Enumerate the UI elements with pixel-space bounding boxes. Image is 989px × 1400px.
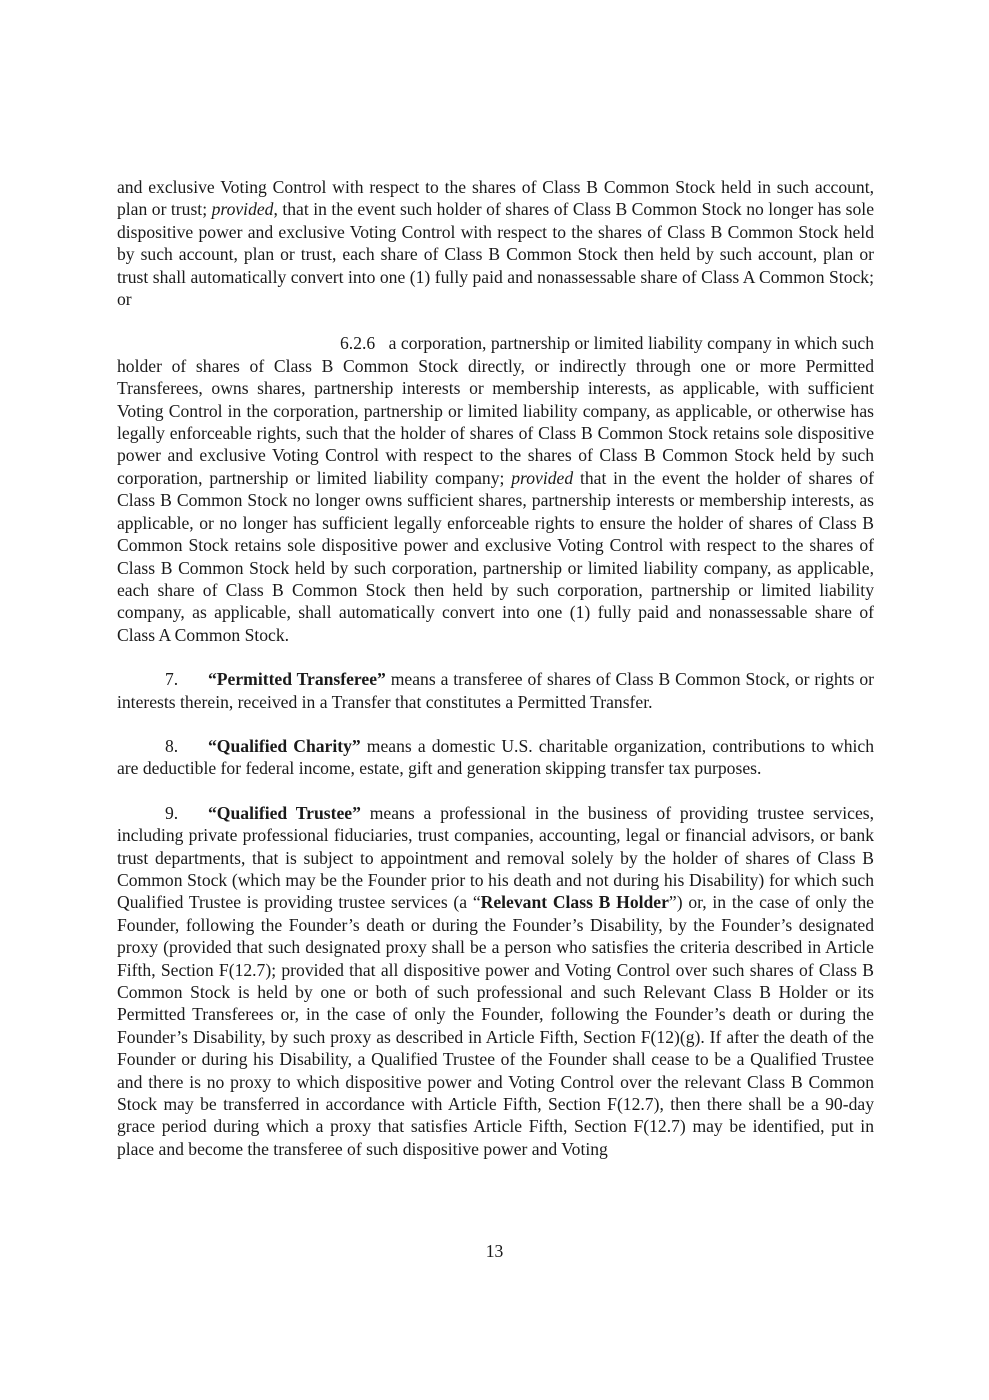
- section-7-term: “Permitted Transferee”: [208, 669, 386, 690]
- section-6-2-6-number: 6.2.6: [340, 333, 376, 354]
- page-number: 13: [485, 1241, 504, 1261]
- section-9: [117, 802, 874, 1161]
- section-7-number: 7.: [165, 669, 179, 690]
- section-6-2-6-provided-italic: provided: [511, 467, 574, 488]
- section-7-text: means a transferee of shares of Class B Common Stock, or rights or interests therein, received in a Transfer that constitutes a Permitted Transfer.: [117, 669, 875, 712]
- section-9-term-relevant-holder: Relevant Class B Holder: [480, 892, 669, 913]
- section-8-text: means a domestic U.S. charitable organization, contributions to which are deductible for federal income, estate, gift and generation skipping transfer tax purposes.: [117, 735, 874, 779]
- section-9-number: 9.: [165, 802, 179, 823]
- section-6-2-6-text-2: that in the event the holder of shares of Class B Common Stock no longer owns sufficient shares, partnership interests or membership interests, as applicable, or no longer has sufficient legally enforceable rights to ensure the holder of shares of Class B Common Stock retains sole dispositive power and exclusive Voting Control with respect to the shares of Class B Common Stock held by such corporation, partnership or limited liability company, as applicable, each share of Class B Common Stock then held by such corporation, partnership or limited liability company, as applicable, shall automatically convert into one (1) fully paid and nonassessable share of Class A Common Stock.: [117, 467, 875, 645]
- section-8-term: “Qualified Charity”: [208, 735, 361, 756]
- document-body: [117, 176, 874, 1182]
- section-8: [117, 735, 874, 780]
- section-9-term: “Qualified Trustee”: [208, 802, 361, 823]
- continued-paragraph-text-2: , that in the event such holder of shares of Class B Common Stock no longer has sole dispositive power and exclusive Voting Control with respect to the shares of Class B Common Stock held by such account, plan or trust, each share of Class B Common Stock then held by such account, plan or trust shall automatically convert into one (1) fully paid and nonassessable share of Class A Common Stock; or: [117, 199, 875, 310]
- section-8-number: 8.: [165, 735, 179, 756]
- section-6-2-6: [117, 332, 874, 646]
- continued-paragraph: [117, 176, 874, 310]
- provided-italic: provided: [211, 199, 274, 220]
- continued-paragraph-text-1: and exclusive Voting Control with respect to the shares of Class B Common Stock held in such account, plan or trust;: [117, 177, 874, 220]
- section-6-2-6-text-1: a corporation, partnership or limited liability company in which such holder of shares of Class B Common Stock directly, or indirectly through one or more Permitted Transferees, owns shares, partnership interests or membership interests, as applicable, with sufficient Voting Control in the corporation, partnership or limited liability company, as applicable, or otherwise has legally enforceable rights, such that the holder of shares of Class B Common Stock retains sole dispositive power and exclusive Voting Control with respect to the shares of Class B Common Stock held by such corporation, partnership or limited liability company;: [117, 333, 875, 488]
- section-9-text-1: means a professional in the business of providing trustee services, including private professional fiduciaries, trust companies, accounting, legal or financial advisors, or bank trust departments, that is subject to appointment and removal solely by the holder of shares of Class B Common Stock (which may be the Founder prior to his death and not during his Disability) for which such Qualified Trustee is providing trustee services (a “: [117, 802, 875, 913]
- section-9-text-2: ”) or, in the case of only the Founder, following the Founder’s death or during the Founder’s Disability, by the Founder’s designated proxy (provided that such designated proxy shall be a person who satisfies the criteria described in Article Fifth, Section F(12.7); provided that all dispositive power and Voting Control over such shares of Class B Common Stock is held by one or both of such professional and such Relevant Class B Holder or its Permitted Transferees or, in the case of only the Founder, following the Founder’s death or during the Founder’s Disability, by such proxy as described in Article Fifth, Section F(12)(g). If after the death of the Founder or during his Disability, a Qualified Trustee of the Founder shall cease to be a Qualified Trustee and there is no proxy to which dispositive power and Voting Control over the relevant Class B Common Stock may be transferred in accordance with Article Fifth, Section F(12.7), then there shall be a 90-day grace period during which a proxy that satisfies Article Fifth, Section F(12.7) may be identified, put in place and become the transferee of such dispositive power and Voting: [117, 892, 874, 1159]
- section-7: [117, 668, 874, 713]
